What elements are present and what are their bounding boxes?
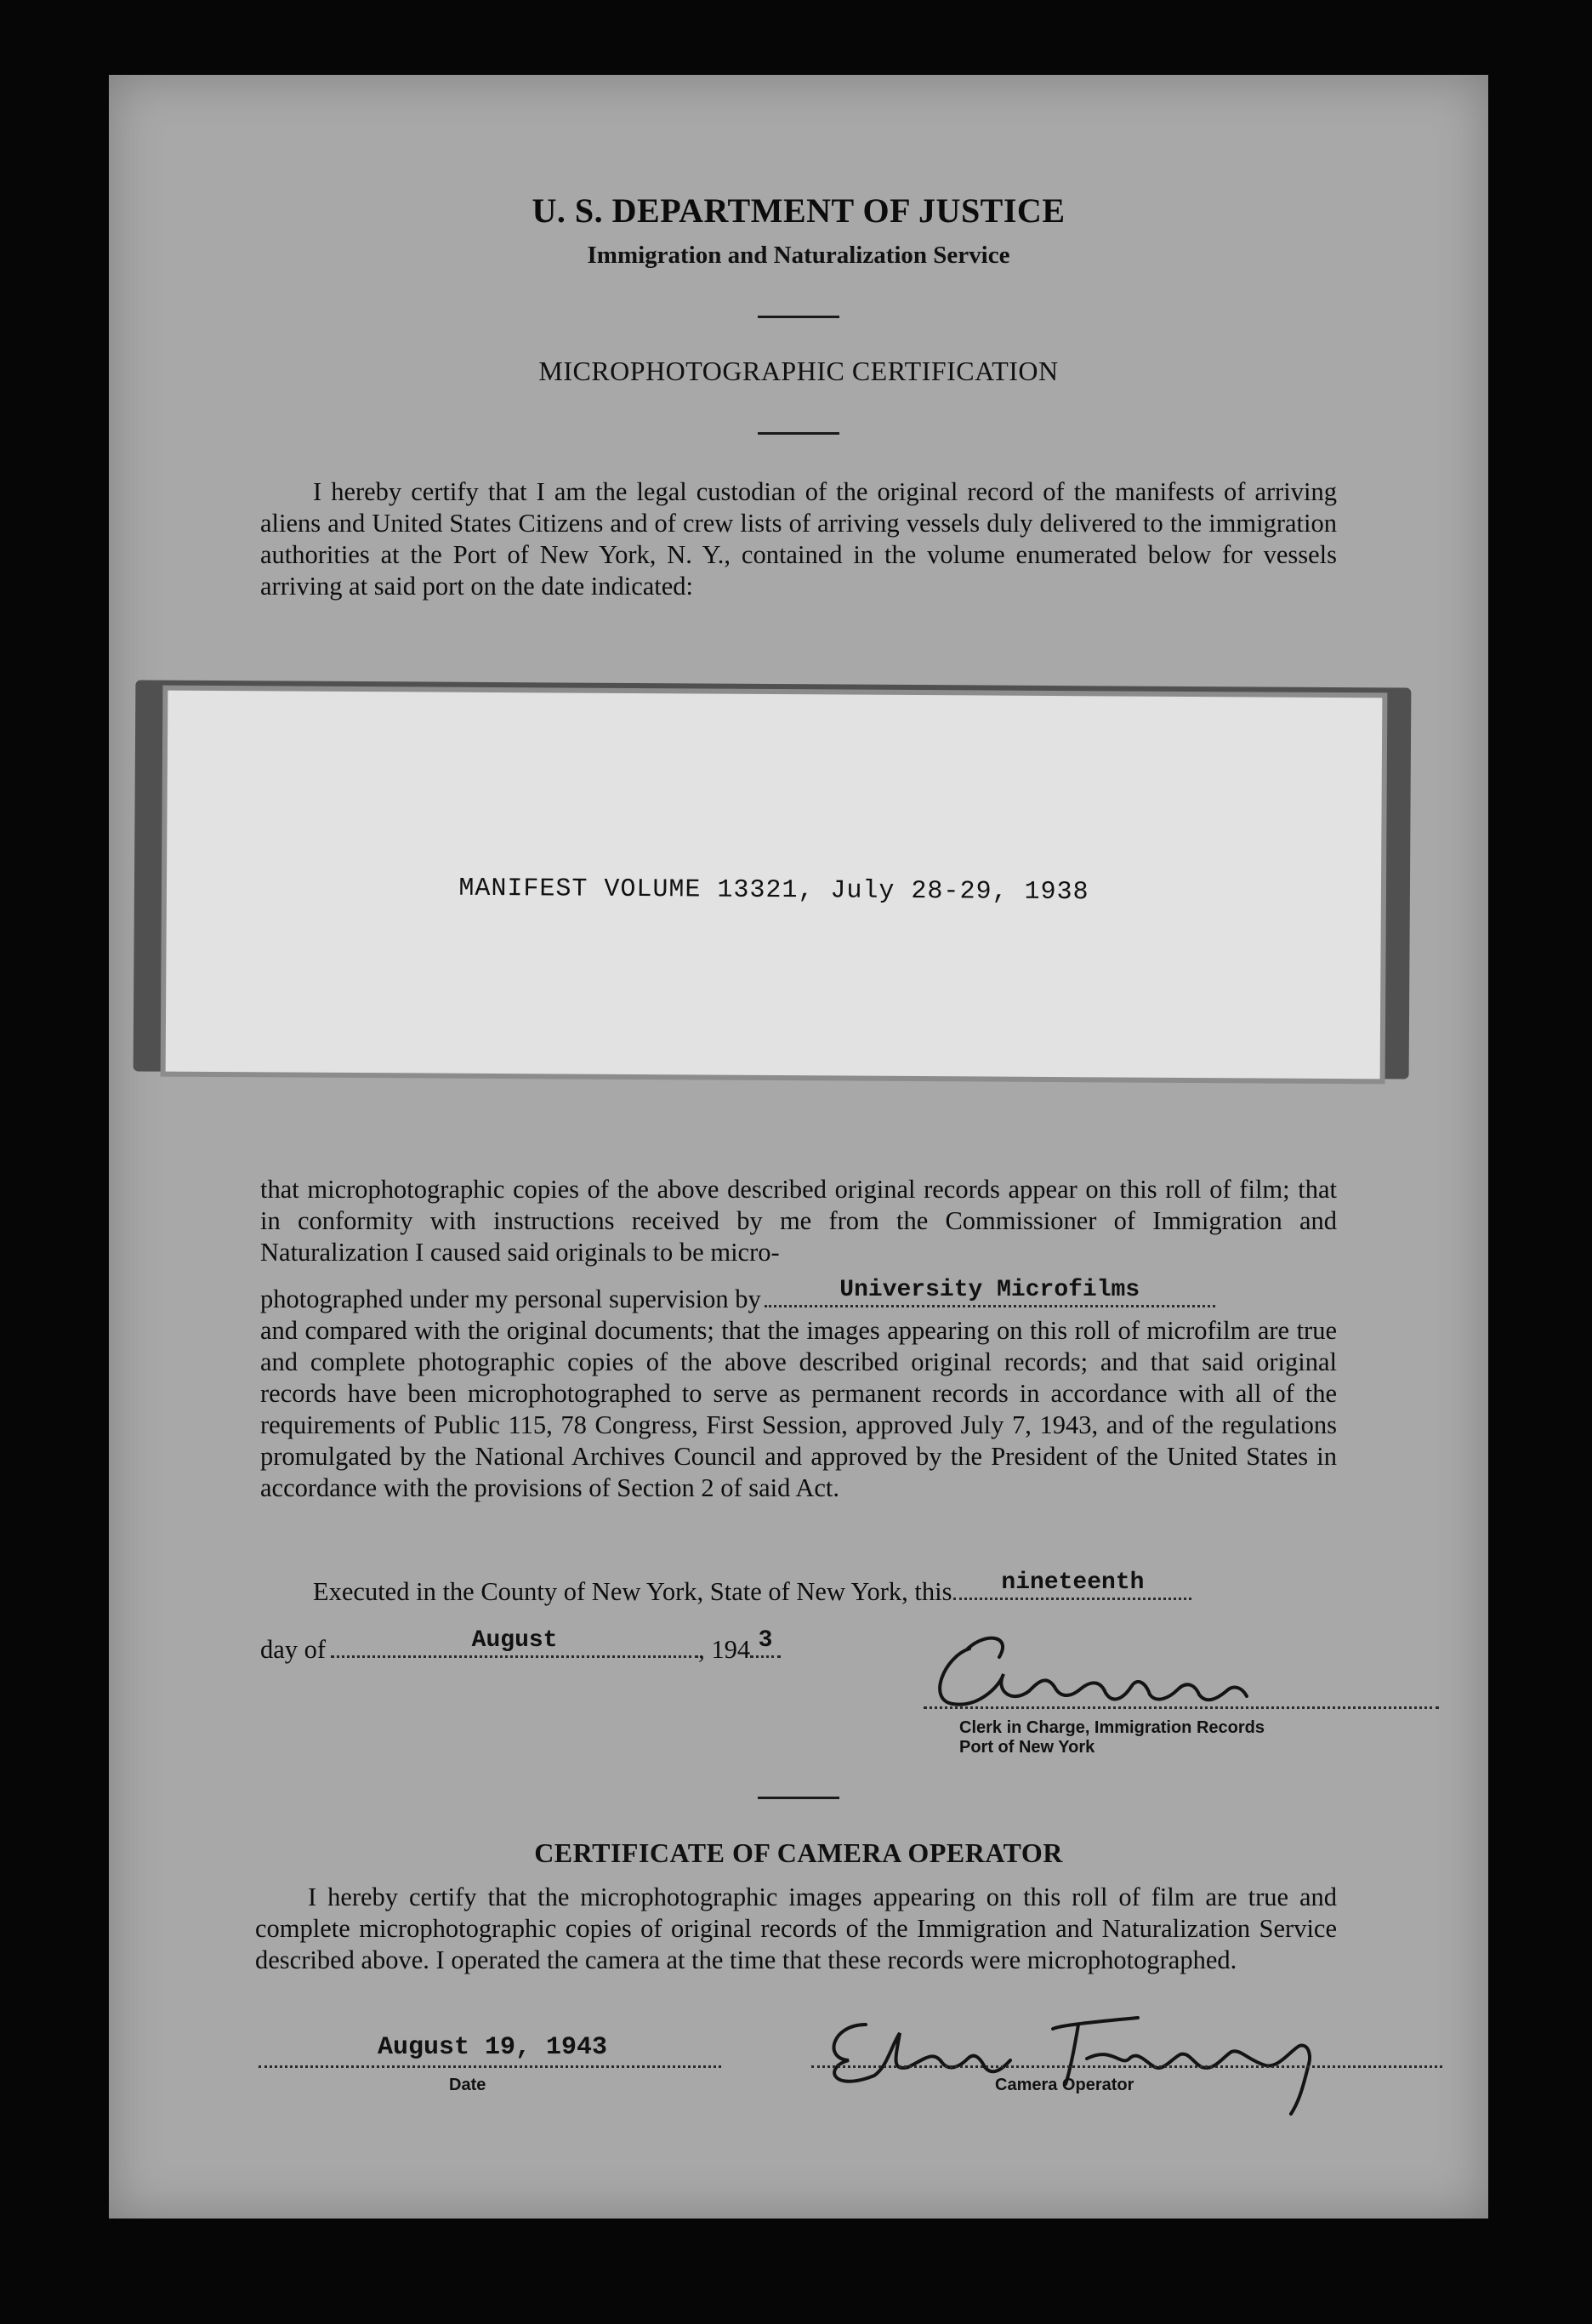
executed-day-value: nineteenth [1001,1569,1145,1596]
divider-rule [758,432,839,435]
service-subtitle: Immigration and Naturalization Service [587,242,1010,269]
supervision-prefix: photographed under my personal supervision by [260,1284,761,1313]
year-value: 3 [758,1627,773,1654]
operator-signature-line [811,2065,1442,2068]
date-line-field [259,2065,721,2068]
executed-line [313,1569,1191,1607]
manifest-volume-text: MANIFEST VOLUME 13321, July 28-29, 1938 [458,874,1089,908]
certification-title: MICROPHOTOGRAPHIC CERTIFICATION [538,356,1059,386]
operator-date-value: August 19, 1943 [378,2033,608,2062]
camera-operator-title: CERTIFICATE OF CAMERA OPERATOR [534,1837,1063,1868]
day-of-prefix: day of [260,1635,327,1664]
photographer-value: University Microfilms [839,1277,1140,1303]
manifest-strip [166,691,1383,1079]
body-text-1: that microphotographic copies of the above described original records appear on this roll of film; that in conformity with instructions received by me from the Commissioner of Immigration and Naturalization I caused said originals to be micro- [260,1175,1337,1267]
date-label: Date [449,2076,486,2094]
supervision-line [260,1277,1215,1314]
date-line [260,1627,781,1665]
year-field [750,1627,781,1658]
year-prefix: , 194 [698,1635,751,1664]
body-text-3: and compared with the original documents; that the images appearing on this roll of microfilm are true and complete photographic copies of the above described original records; and that said original records have been microphotographed to serve as permanent records in accordance with all of the requirements of Public 115, 78 Congress, First Session, approved July 7, 1943, and of the regulations promulgated by the National Archives Council and approved by the President of the United States in accordance with the provisions of Section 2 of said Act. [260,1316,1337,1502]
divider-rule [758,1797,839,1799]
clerk-signature-line [924,1706,1439,1709]
operator-signature-icon [806,1999,1367,2118]
clerk-title: Clerk in Charge, Immigration Records [959,1718,1265,1737]
clerk-port: Port of New York [959,1738,1095,1757]
executed-day-field [953,1569,1191,1600]
photographer-field [765,1277,1215,1307]
department-title: U. S. DEPARTMENT OF JUSTICE [532,191,1066,230]
clerk-signature-icon [918,1623,1310,1725]
intro-paragraph [260,476,1337,602]
camera-operator-label: Camera Operator [995,2076,1134,2094]
month-field [331,1627,698,1658]
executed-prefix: Executed in the County of New York, State of New York, this [313,1577,952,1606]
camera-operator-paragraph [255,1882,1337,1976]
body-paragraph-3 [260,1315,1337,1504]
month-value: August [471,1627,558,1654]
divider-rule [758,316,839,318]
camera-operator-text: I hereby certify that the microphotographic images appearing on this roll of film are true and complete microphotographic copies of original records of the Immigration and Naturalization Service described above. I operated the camera at the time that these records were microphotographed. [255,1883,1337,1974]
body-paragraph-1 [260,1174,1337,1268]
certificate-page [109,75,1488,2219]
intro-text: I hereby certify that I am the legal custodian of the original record of the manifests of arriving aliens and United States Citizens and of crew lists of arriving vessels duly delivered to the immigration authorities at the Port of New York, N. Y., contained in the volume enumerated below for vessels arriving at said port on the date indicated: [260,477,1337,601]
